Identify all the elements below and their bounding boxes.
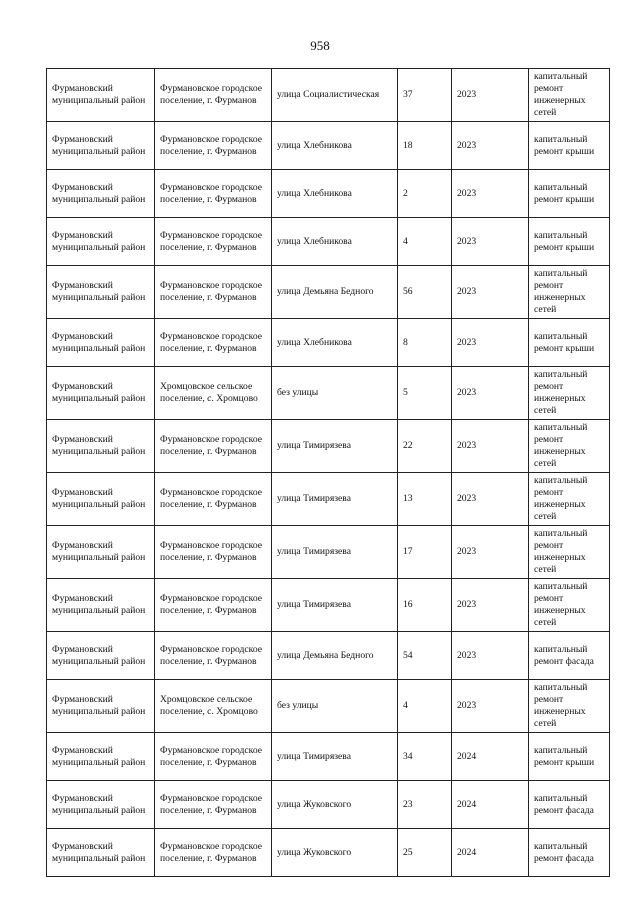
street-cell: улица Тимирязева — [272, 526, 398, 579]
street-cell: без улицы — [272, 680, 398, 733]
work-type-cell: капитальный ремонт фасада — [529, 781, 610, 829]
table-row — [47, 781, 610, 829]
street-cell: улица Хлебникова — [272, 122, 398, 170]
house-number-cell: 5 — [398, 367, 452, 420]
work-type-cell: капитальный ремонт крыши — [529, 122, 610, 170]
table-body — [47, 69, 610, 877]
district-cell: Фурмановский муниципальный район — [47, 122, 155, 170]
district-cell: Фурмановский муниципальный район — [47, 632, 155, 680]
street-cell: улица Тимирязева — [272, 733, 398, 781]
district-cell: Фурмановский муниципальный район — [47, 266, 155, 319]
year-cell: 2023 — [452, 218, 529, 266]
district-cell: Фурмановский муниципальный район — [47, 733, 155, 781]
street-cell: улица Тимирязева — [272, 579, 398, 632]
house-number-cell: 4 — [398, 680, 452, 733]
work-type-cell: капитальный ремонт инженерных сетей — [529, 579, 610, 632]
district-cell: Фурмановский муниципальный район — [47, 170, 155, 218]
settlement-cell: Фурмановское городское поселение, г. Фурманов — [155, 733, 272, 781]
work-type-cell: капитальный ремонт крыши — [529, 319, 610, 367]
table-row — [47, 579, 610, 632]
settlement-cell: Фурмановское городское поселение, г. Фурманов — [155, 69, 272, 122]
house-number-cell: 23 — [398, 781, 452, 829]
table-row — [47, 473, 610, 526]
year-cell: 2023 — [452, 319, 529, 367]
house-number-cell: 18 — [398, 122, 452, 170]
year-cell: 2023 — [452, 579, 529, 632]
work-type-cell: капитальный ремонт крыши — [529, 218, 610, 266]
year-cell: 2023 — [452, 266, 529, 319]
street-cell: улица Хлебникова — [272, 319, 398, 367]
table-row — [47, 829, 610, 877]
table-row — [47, 319, 610, 367]
work-type-cell: капитальный ремонт инженерных сетей — [529, 367, 610, 420]
district-cell: Фурмановский муниципальный район — [47, 473, 155, 526]
year-cell: 2024 — [452, 733, 529, 781]
settlement-cell: Фурмановское городское поселение, г. Фурманов — [155, 420, 272, 473]
house-number-cell: 56 — [398, 266, 452, 319]
street-cell: улица Демьяна Бедного — [272, 632, 398, 680]
district-cell: Фурмановский муниципальный район — [47, 829, 155, 877]
table-row — [47, 526, 610, 579]
work-type-cell: капитальный ремонт инженерных сетей — [529, 680, 610, 733]
house-number-cell: 34 — [398, 733, 452, 781]
settlement-cell: Хромцовское сельское поселение, с. Хромцово — [155, 680, 272, 733]
year-cell: 2023 — [452, 680, 529, 733]
settlement-cell: Фурмановское городское поселение, г. Фурманов — [155, 319, 272, 367]
district-cell: Фурмановский муниципальный район — [47, 781, 155, 829]
year-cell: 2023 — [452, 420, 529, 473]
district-cell: Фурмановский муниципальный район — [47, 680, 155, 733]
district-cell: Фурмановский муниципальный район — [47, 579, 155, 632]
year-cell: 2023 — [452, 69, 529, 122]
work-type-cell: капитальный ремонт инженерных сетей — [529, 526, 610, 579]
table-row — [47, 170, 610, 218]
street-cell: улица Демьяна Бедного — [272, 266, 398, 319]
settlement-cell: Фурмановское городское поселение, г. Фурманов — [155, 526, 272, 579]
settlement-cell: Фурмановское городское поселение, г. Фурманов — [155, 579, 272, 632]
year-cell: 2023 — [452, 122, 529, 170]
table-row — [47, 69, 610, 122]
street-cell: улица Тимирязева — [272, 473, 398, 526]
year-cell: 2023 — [452, 170, 529, 218]
year-cell: 2024 — [452, 829, 529, 877]
settlement-cell: Хромцовское сельское поселение, с. Хромцово — [155, 367, 272, 420]
work-type-cell: капитальный ремонт инженерных сетей — [529, 266, 610, 319]
year-cell: 2023 — [452, 367, 529, 420]
district-cell: Фурмановский муниципальный район — [47, 218, 155, 266]
settlement-cell: Фурмановское городское поселение, г. Фурманов — [155, 218, 272, 266]
year-cell: 2023 — [452, 632, 529, 680]
table-row — [47, 367, 610, 420]
house-number-cell: 25 — [398, 829, 452, 877]
work-type-cell: капитальный ремонт инженерных сетей — [529, 473, 610, 526]
table-row — [47, 733, 610, 781]
district-cell: Фурмановский муниципальный район — [47, 420, 155, 473]
table-row — [47, 632, 610, 680]
work-type-cell: капитальный ремонт фасада — [529, 632, 610, 680]
street-cell: улица Тимирязева — [272, 420, 398, 473]
district-cell: Фурмановский муниципальный район — [47, 526, 155, 579]
house-number-cell: 17 — [398, 526, 452, 579]
table-row — [47, 420, 610, 473]
settlement-cell: Фурмановское городское поселение, г. Фурманов — [155, 266, 272, 319]
year-cell: 2023 — [452, 526, 529, 579]
settlement-cell: Фурмановское городское поселение, г. Фурманов — [155, 122, 272, 170]
work-type-cell: капитальный ремонт крыши — [529, 170, 610, 218]
house-number-cell: 13 — [398, 473, 452, 526]
house-number-cell: 2 — [398, 170, 452, 218]
house-number-cell: 37 — [398, 69, 452, 122]
work-type-cell: капитальный ремонт инженерных сетей — [529, 420, 610, 473]
table-row — [47, 680, 610, 733]
settlement-cell: Фурмановское городское поселение, г. Фурманов — [155, 829, 272, 877]
page-number: 958 — [310, 38, 330, 53]
street-cell: улица Хлебникова — [272, 218, 398, 266]
street-cell: улица Жуковского — [272, 829, 398, 877]
settlement-cell: Фурмановское городское поселение, г. Фурманов — [155, 632, 272, 680]
street-cell: без улицы — [272, 367, 398, 420]
street-cell: улица Социалистическая — [272, 69, 398, 122]
work-type-cell: капитальный ремонт крыши — [529, 733, 610, 781]
house-number-cell: 4 — [398, 218, 452, 266]
house-number-cell: 22 — [398, 420, 452, 473]
work-type-cell: капитальный ремонт инженерных сетей — [529, 69, 610, 122]
year-cell: 2023 — [452, 473, 529, 526]
table-row — [47, 266, 610, 319]
table-row — [47, 122, 610, 170]
street-cell: улица Жуковского — [272, 781, 398, 829]
district-cell: Фурмановский муниципальный район — [47, 367, 155, 420]
district-cell: Фурмановский муниципальный район — [47, 319, 155, 367]
house-number-cell: 16 — [398, 579, 452, 632]
table-row — [47, 218, 610, 266]
house-number-cell: 8 — [398, 319, 452, 367]
year-cell: 2024 — [452, 781, 529, 829]
repair-schedule-table — [46, 68, 610, 877]
street-cell: улица Хлебникова — [272, 170, 398, 218]
settlement-cell: Фурмановское городское поселение, г. Фурманов — [155, 473, 272, 526]
house-number-cell: 54 — [398, 632, 452, 680]
settlement-cell: Фурмановское городское поселение, г. Фурманов — [155, 781, 272, 829]
district-cell: Фурмановский муниципальный район — [47, 69, 155, 122]
settlement-cell: Фурмановское городское поселение, г. Фурманов — [155, 170, 272, 218]
work-type-cell: капитальный ремонт фасада — [529, 829, 610, 877]
